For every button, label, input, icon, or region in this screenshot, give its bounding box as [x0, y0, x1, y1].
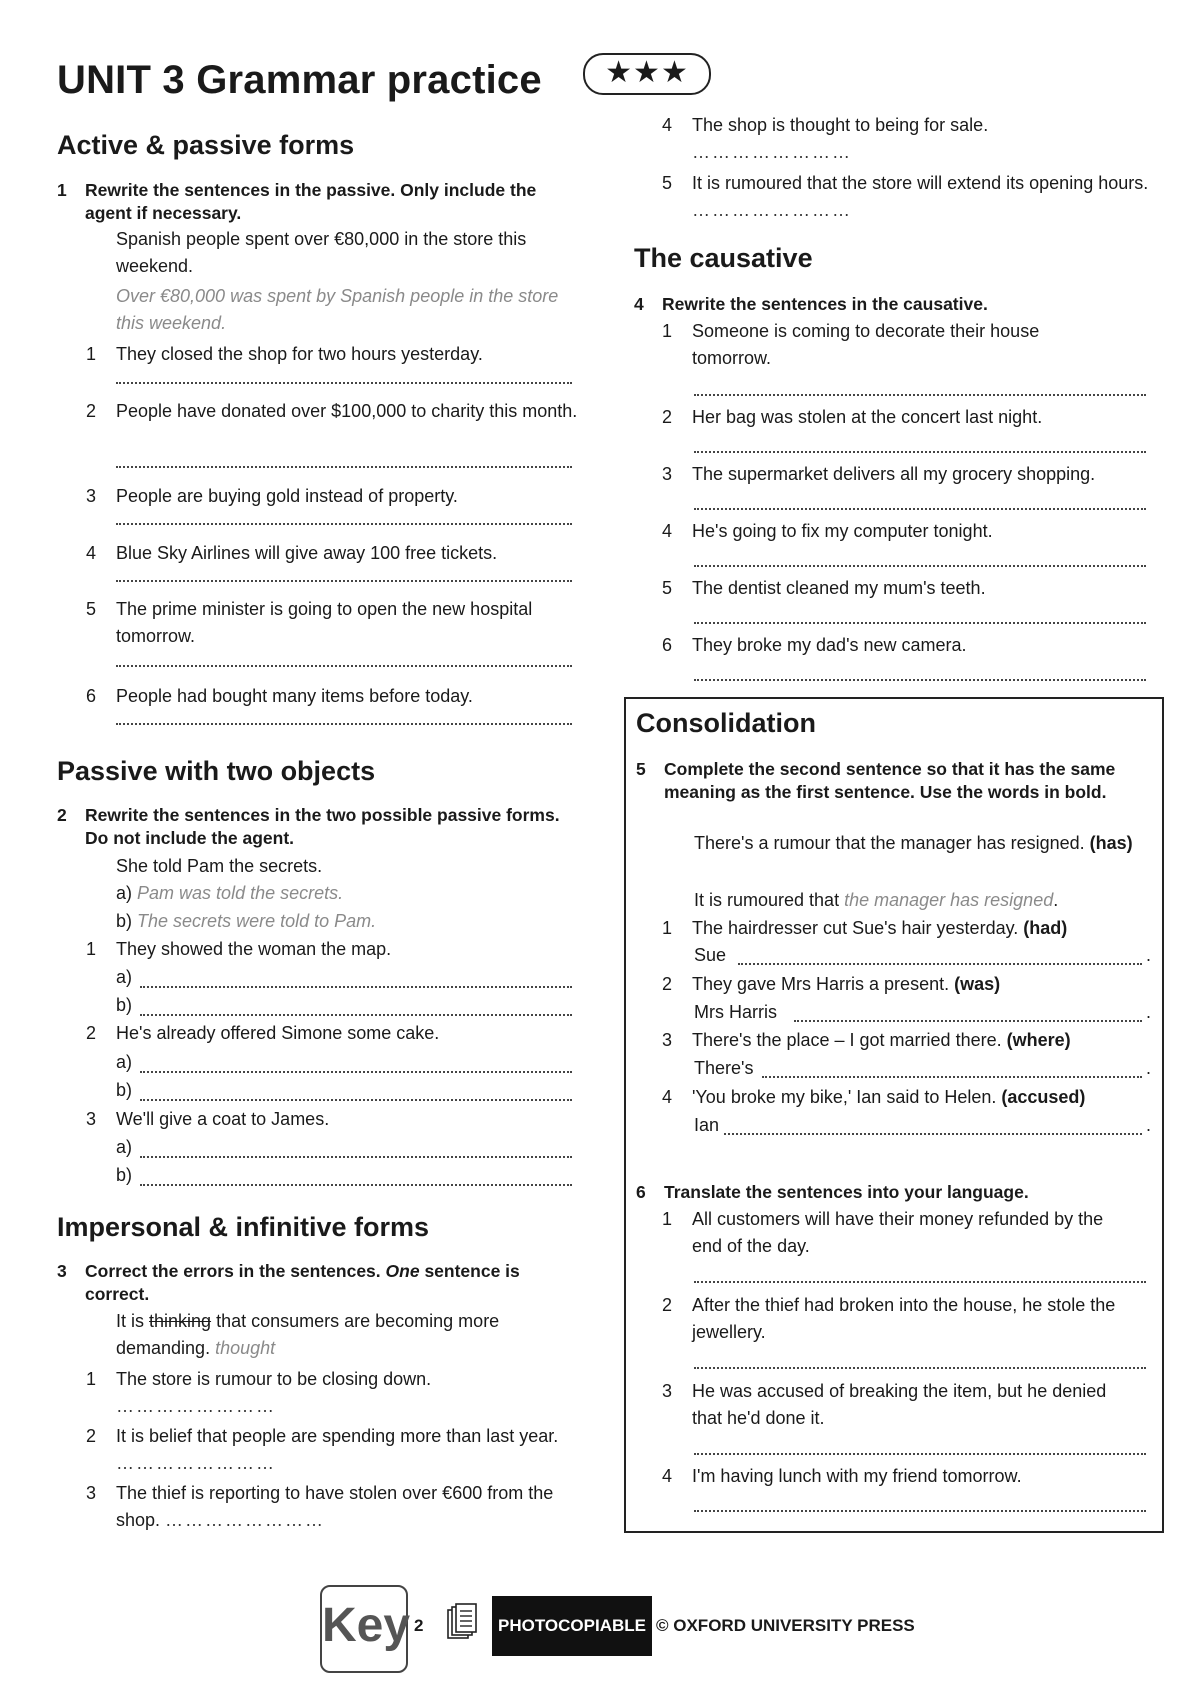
- answer-ellipsis[interactable]: ……………………: [692, 200, 852, 220]
- exercise-5-instruction: [636, 758, 1156, 804]
- example-question: Spanish people spent over €80,000 in the store this weekend.: [116, 229, 527, 276]
- answer-line[interactable]: [116, 723, 572, 725]
- list-item: 1 They closed the shop for two hours yesterday.: [86, 344, 483, 364]
- exercise-3-instruction: [57, 1260, 587, 1306]
- list-item: 2 They gave Mrs Harris a present. (was): [662, 974, 1001, 994]
- list-item: 1 They showed the woman the map.: [86, 939, 392, 959]
- exercise-number: 4: [634, 294, 644, 314]
- section-heading-active-passive: Active & passive forms: [57, 130, 355, 160]
- answer-line[interactable]: [694, 1281, 1146, 1283]
- example-answer: It is rumoured that the manager has resigned.: [694, 890, 1059, 910]
- exercise-number: 2: [57, 805, 67, 825]
- exercise-6-instruction: [636, 1181, 1156, 1204]
- exercise-4-instruction: [634, 293, 1164, 316]
- exercise-1-instruction: [57, 179, 587, 225]
- publisher-credit: © OXFORD UNIVERSITY PRESS: [656, 1616, 915, 1635]
- instruction-text: Complete the second sentence so that it has the same meaning as the first sentence. Use the words in bold.: [664, 759, 1116, 802]
- exercise-number: 6: [636, 1182, 646, 1202]
- instruction-text: Translate the sentences into your language.: [664, 1182, 1029, 1202]
- list-item: 4 The shop is thought to being for sale. ……………………: [662, 112, 1162, 166]
- instruction-text: Rewrite the sentences in the causative.: [662, 294, 988, 314]
- answer-line[interactable]: [140, 1156, 572, 1158]
- sentence-end: .: [1146, 945, 1152, 965]
- list-item: 3 There's the place – I got married there. (where): [662, 1030, 1071, 1050]
- list-item: 5 The prime minister is going to open the new hospital tomorrow.: [86, 599, 533, 646]
- answer-line[interactable]: [694, 622, 1146, 624]
- page-number: 2: [414, 1616, 424, 1635]
- answer-line[interactable]: [116, 466, 572, 468]
- list-item: 5 The dentist cleaned my mum's teeth.: [662, 578, 986, 598]
- sentence-start: There's: [694, 1058, 754, 1078]
- answer-line[interactable]: [140, 1099, 572, 1101]
- example-sentence: It is thinking that consumers are becoming more demanding. thought: [116, 1311, 500, 1358]
- answer-line[interactable]: [738, 963, 1142, 965]
- sentence-end: .: [1146, 1115, 1152, 1135]
- answer-line[interactable]: [762, 1076, 1142, 1078]
- answer-line[interactable]: [794, 1020, 1142, 1022]
- exercise-number: 5: [636, 759, 646, 779]
- list-item: 4 I'm having lunch with my friend tomorrow.: [662, 1466, 1022, 1486]
- list-item: 3 People are buying gold instead of property.: [86, 486, 458, 506]
- list-item: 3 The supermarket delivers all my grocery shopping.: [662, 464, 1096, 484]
- section-heading-impersonal: Impersonal & infinitive forms: [57, 1212, 430, 1242]
- sentence-start: Mrs Harris: [694, 1002, 777, 1022]
- sentence-end: .: [1146, 1002, 1152, 1022]
- list-item: 2 It is belief that people are spending more than last year. ……………………: [86, 1426, 559, 1473]
- instruction-text: Rewrite the sentences in the passive. Only include the agent if necessary.: [85, 180, 537, 223]
- list-item: 1 The hairdresser cut Sue's hair yesterday. (had): [662, 918, 1068, 938]
- section-heading-causative: The causative: [634, 243, 813, 273]
- list-item: 2 After the thief had broken into the house, he stole the jewellery.: [662, 1295, 1116, 1342]
- answer-line[interactable]: [140, 1184, 572, 1186]
- answer-line[interactable]: [116, 665, 572, 667]
- answer-label-a: a): [116, 967, 133, 987]
- answer-label-a: a): [116, 1052, 133, 1072]
- answer-line[interactable]: [116, 580, 572, 582]
- sentence-start: Sue: [694, 945, 727, 965]
- list-item: 4 Blue Sky Airlines will give away 100 free tickets.: [86, 543, 498, 563]
- example-question: There's a rumour that the manager has resigned. (has): [694, 833, 1133, 853]
- list-item: 3 We'll give a coat to James.: [86, 1109, 330, 1129]
- answer-line[interactable]: [116, 382, 572, 384]
- photocopiable-badge: PHOTOCOPIABLE: [492, 1596, 652, 1656]
- example-answer-b: b) The secrets were told to Pam.: [116, 911, 377, 931]
- list-item: 5 It is rumoured that the store will extend its opening hours. ……………………: [662, 173, 1149, 220]
- answer-line[interactable]: [694, 565, 1146, 567]
- instruction-text: Rewrite the sentences in the two possible passive forms. Do not include the agent.: [85, 805, 560, 848]
- answer-ellipsis[interactable]: ……………………: [165, 1510, 326, 1530]
- list-item: 3 He was accused of breaking the item, but he denied that he'd done it.: [662, 1381, 1107, 1428]
- answer-ellipsis[interactable]: ……………………: [692, 142, 852, 162]
- photocopy-icon: [446, 1602, 478, 1642]
- list-item: 2 Her bag was stolen at the concert last night.: [662, 407, 1043, 427]
- sentence-end: .: [1146, 1058, 1152, 1078]
- example-question: She told Pam the secrets.: [116, 856, 323, 876]
- answer-line[interactable]: [694, 1510, 1146, 1512]
- answer-line[interactable]: [694, 1453, 1146, 1455]
- answer-line[interactable]: [694, 394, 1146, 396]
- list-item: 2 People have donated over $100,000 to charity this month.: [86, 401, 578, 421]
- list-item: 1 All customers will have their money refunded by the end of the day.: [662, 1209, 1104, 1256]
- list-item: 1 The store is rumour to be closing down. ……………………: [86, 1366, 586, 1420]
- list-item: 4 'You broke my bike,' Ian said to Helen. (accused): [662, 1087, 1086, 1107]
- list-item: 1 Someone is coming to decorate their house tomorrow.: [662, 321, 1040, 368]
- difficulty-stars-badge: ★★★: [583, 53, 711, 95]
- section-heading-two-objects: Passive with two objects: [57, 756, 376, 786]
- list-item: 6 They broke my dad's new camera.: [662, 635, 967, 655]
- list-item: 6 People had bought many items before today.: [86, 686, 473, 706]
- page-title: UNIT 3 Grammar practice: [57, 58, 542, 102]
- answer-ellipsis[interactable]: ……………………: [116, 1396, 276, 1416]
- exercise-number: 1: [57, 180, 67, 200]
- answer-ellipsis[interactable]: ……………………: [116, 1453, 276, 1473]
- answer-line[interactable]: [140, 1071, 572, 1073]
- answer-label-b: b): [116, 1080, 133, 1100]
- sentence-start: Ian: [694, 1115, 720, 1135]
- answer-line[interactable]: [694, 1367, 1146, 1369]
- example-answer-a: a) Pam was told the secrets.: [116, 883, 344, 903]
- example-answer: Over €80,000 was spent by Spanish people in the store this weekend.: [116, 286, 559, 333]
- section-heading-consolidation: Consolidation: [636, 708, 816, 738]
- answer-line[interactable]: [694, 451, 1146, 453]
- answer-line[interactable]: [140, 1014, 572, 1016]
- answer-line[interactable]: [694, 508, 1146, 510]
- answer-line[interactable]: [140, 986, 572, 988]
- list-item: 3 The thief is reporting to have stolen over €600 from the shop. ……………………: [86, 1483, 554, 1530]
- answer-label-b: b): [116, 1165, 133, 1185]
- answer-line[interactable]: [724, 1133, 1142, 1135]
- answer-line[interactable]: [116, 523, 572, 525]
- list-item: 4 He's going to fix my computer tonight.: [662, 521, 993, 541]
- answer-line[interactable]: [694, 679, 1146, 681]
- exercise-2-instruction: [57, 804, 587, 850]
- exercise-number: 3: [57, 1261, 67, 1281]
- key-logo: Key: [320, 1585, 408, 1673]
- answer-label-a: a): [116, 1137, 133, 1157]
- list-item: 2 He's already offered Simone some cake.: [86, 1023, 440, 1043]
- answer-label-b: b): [116, 995, 133, 1015]
- instruction-text: Correct the errors in the sentences. One sentence is correct.: [85, 1261, 520, 1304]
